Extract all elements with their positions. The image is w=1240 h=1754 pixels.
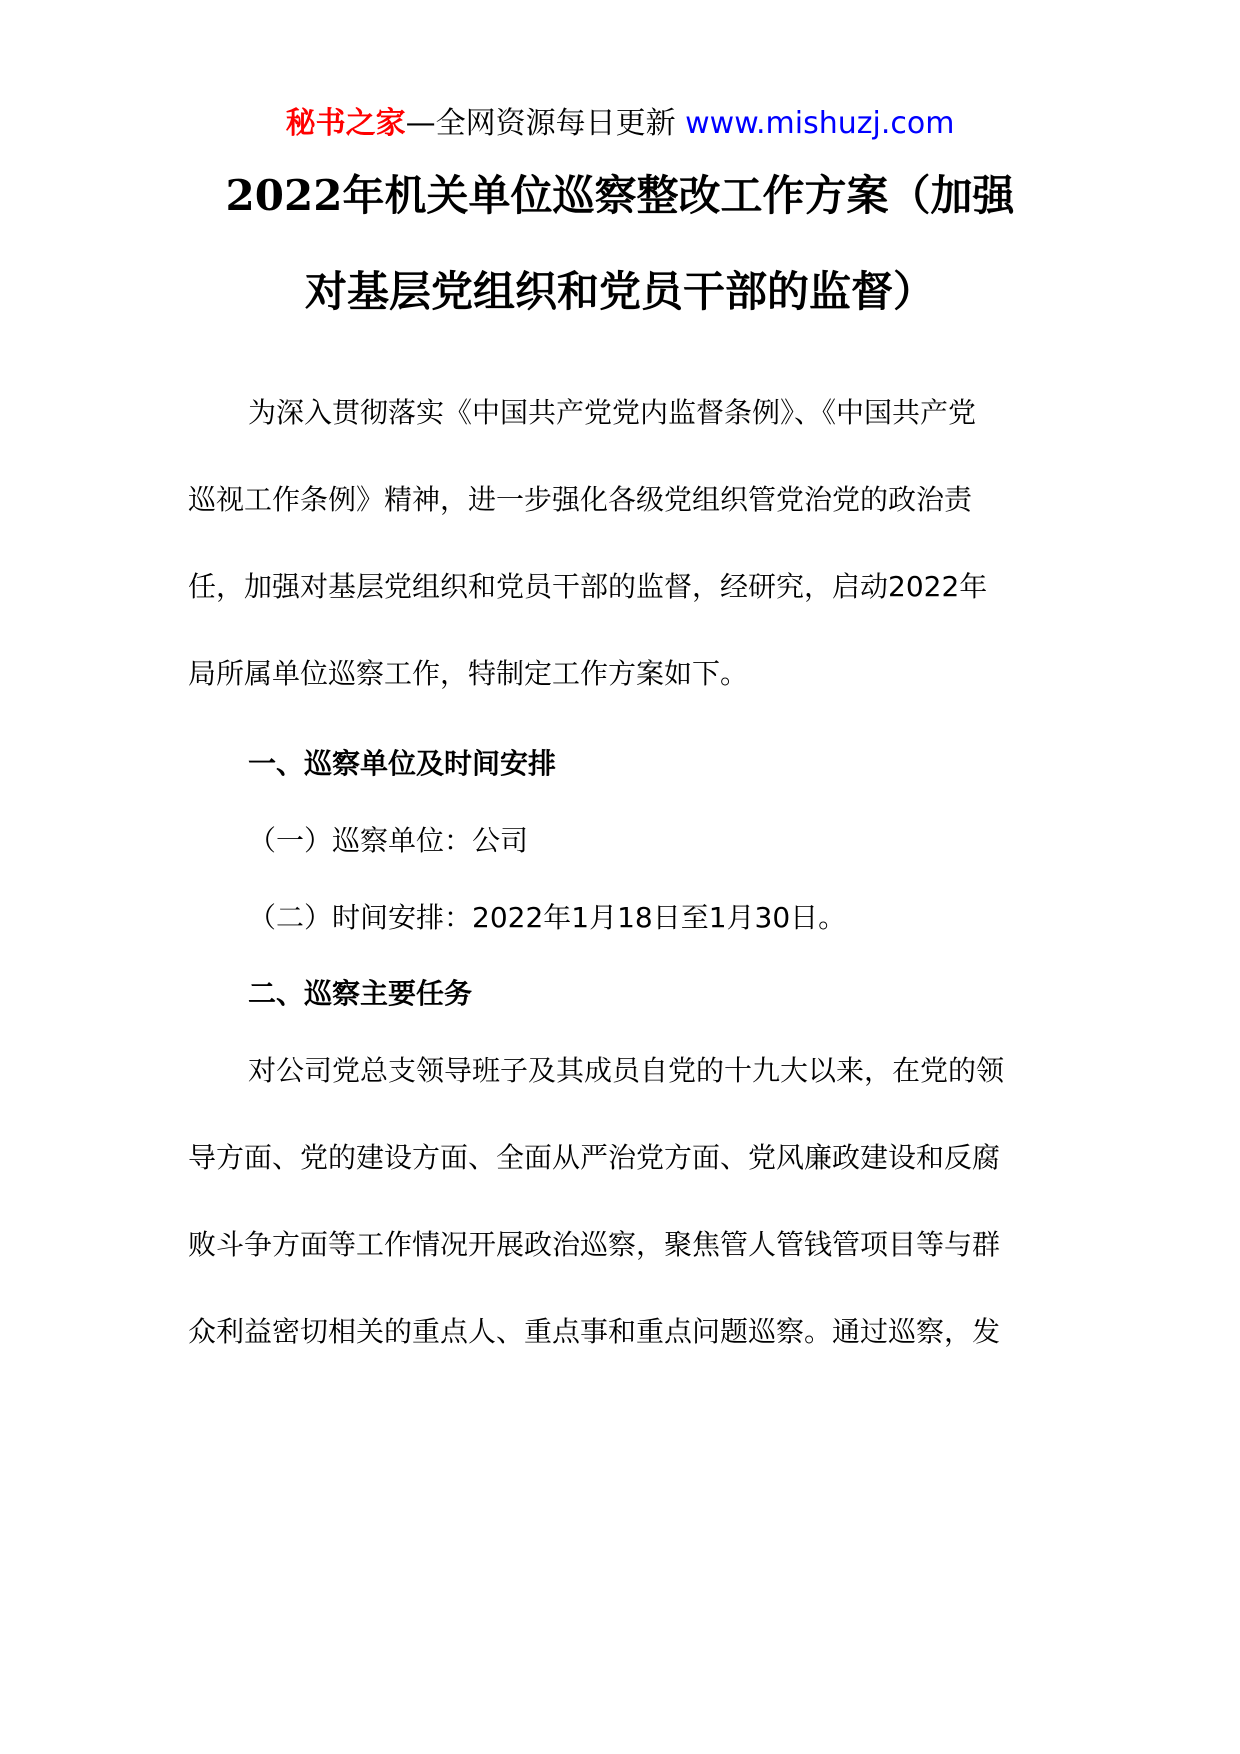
site-header xyxy=(0,102,1240,146)
section-1-heading: 一、巡察单位及时间安排 xyxy=(248,747,557,780)
paragraph-1-line-4: 局所属单位巡察工作，特制定工作方案如下。 xyxy=(188,657,749,690)
paragraph-1-line-3: 任，加强对基层党组织和党员干部的监督，经研究，启动2022年 xyxy=(188,570,988,603)
paragraph-2-line-1: 对公司党总支领导班子及其成员自党的十九大以来，在党的领 xyxy=(248,1054,1005,1087)
header-tagline: —全网资源每日更新 xyxy=(405,106,686,141)
paragraph-1-line-1: 为深入贯彻落实《中国共产党党内监督条例》、《中国共产党 xyxy=(248,396,977,429)
document-title-line-2: 对基层党组织和党员干部的监督） xyxy=(304,267,935,316)
paragraph-1-line-2: 巡视工作条例》精神，进一步强化各级党组织管党治党的政治责 xyxy=(188,483,973,516)
site-url-link[interactable]: www.mishuzj.com xyxy=(685,106,955,141)
document-title-line-1: 2022年机关单位巡察整改工作方案（加强 xyxy=(225,171,1015,220)
paragraph-2-line-3: 败斗争方面等工作情况开展政治巡察，聚焦管人管钱管项目等与群 xyxy=(188,1228,1001,1261)
section-1-item-1: （一）巡察单位：公司 xyxy=(248,824,529,857)
section-2-heading: 二、巡察主要任务 xyxy=(248,977,473,1010)
paragraph-2-line-2: 导方面、党的建设方面、全面从严治党方面、党风廉政建设和反腐 xyxy=(188,1141,1001,1174)
paragraph-2-line-4: 众利益密切相关的重点人、重点事和重点问题巡察。通过巡察，发 xyxy=(188,1315,1001,1348)
section-1-item-2: （二）时间安排：2022年1月18日至1月30日。 xyxy=(248,901,847,934)
brand-name: 秘书之家 xyxy=(285,106,406,141)
